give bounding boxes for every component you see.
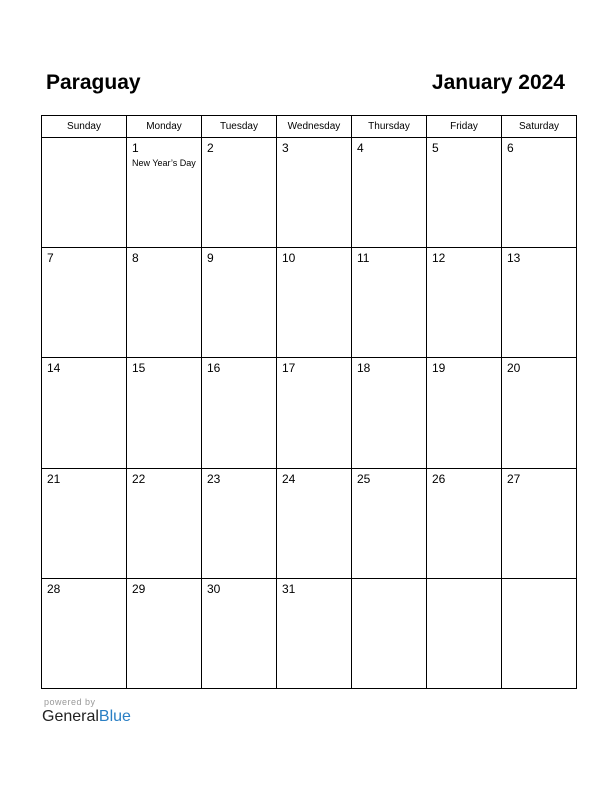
day-cell <box>427 578 502 688</box>
day-cell <box>277 468 352 578</box>
day-number: 1 <box>132 141 139 155</box>
day-cell <box>127 248 202 358</box>
day-number: 7 <box>47 251 54 266</box>
day-cell <box>202 358 277 468</box>
day-number: 6 <box>507 141 514 155</box>
day-cell <box>502 578 577 688</box>
generalblue-logo <box>42 708 131 726</box>
day-number: 29 <box>132 581 146 596</box>
day-number: 25 <box>357 471 371 486</box>
day-cell <box>127 358 202 468</box>
day-cell <box>42 578 127 688</box>
day-cell <box>502 138 577 248</box>
day-cell <box>352 358 427 468</box>
day-number: 19 <box>432 361 446 376</box>
day-cell <box>202 578 277 688</box>
day-number: 5 <box>432 141 439 155</box>
day-number: 8 <box>132 251 139 266</box>
weekday-header: Wednesday <box>277 116 352 138</box>
day-number: 17 <box>282 361 296 376</box>
day-number: 4 <box>357 141 364 155</box>
day-number: 26 <box>432 471 446 486</box>
logo-text-blue: Blue <box>98 708 131 725</box>
day-number: 27 <box>507 471 521 486</box>
calendar-week-row <box>42 578 577 688</box>
powered-by-text: powered by <box>44 697 96 707</box>
day-number: 18 <box>357 361 371 376</box>
day-number: 11 <box>357 251 370 266</box>
day-number: 23 <box>207 471 221 486</box>
day-number: 2 <box>207 141 214 155</box>
day-cell <box>127 578 202 688</box>
day-cell <box>427 248 502 358</box>
day-cell <box>127 138 202 248</box>
weekday-header: Sunday <box>42 116 127 138</box>
calendar-week-row <box>42 138 577 248</box>
day-cell <box>42 138 127 248</box>
weekday-header: Tuesday <box>202 116 277 138</box>
day-number <box>352 579 426 582</box>
day-cell <box>352 578 427 688</box>
day-number: 24 <box>282 471 296 486</box>
weekday-header: Monday <box>127 116 202 138</box>
day-cell <box>277 138 352 248</box>
calendar-week-row <box>42 468 577 578</box>
calendar-country-title: Paraguay <box>46 71 141 94</box>
day-cell <box>502 358 577 468</box>
day-cell <box>42 358 127 468</box>
day-cell <box>277 248 352 358</box>
day-number: 15 <box>132 361 146 376</box>
day-number: 31 <box>282 581 296 596</box>
weekday-header: Saturday <box>502 116 577 138</box>
day-number: 12 <box>432 251 446 266</box>
day-number <box>42 138 126 141</box>
calendar-grid <box>41 115 577 689</box>
day-number: 20 <box>507 361 521 376</box>
day-number <box>427 579 501 582</box>
day-cell <box>202 248 277 358</box>
day-cell <box>42 248 127 358</box>
day-cell <box>127 468 202 578</box>
day-number: 9 <box>207 251 214 266</box>
day-number: 13 <box>507 251 521 266</box>
day-number: 21 <box>47 471 61 486</box>
weekday-header-row <box>42 116 577 138</box>
weekday-header: Friday <box>427 116 502 138</box>
day-cell <box>502 248 577 358</box>
calendar-month-title: January 2024 <box>431 71 565 94</box>
day-number: 30 <box>207 581 221 596</box>
day-cell <box>277 358 352 468</box>
calendar-week-row <box>42 358 577 468</box>
day-cell <box>352 468 427 578</box>
day-number: 16 <box>207 361 221 376</box>
day-number <box>502 579 576 582</box>
day-cell <box>202 468 277 578</box>
day-cell <box>42 468 127 578</box>
weekday-header: Thursday <box>352 116 427 138</box>
day-number: 14 <box>47 361 61 376</box>
day-cell <box>427 138 502 248</box>
day-cell <box>352 248 427 358</box>
day-cell <box>427 468 502 578</box>
holiday-label: New Year’s Day <box>132 158 196 168</box>
day-cell <box>427 358 502 468</box>
logo-text-general: General <box>42 708 99 725</box>
day-number: 10 <box>282 251 296 266</box>
day-number: 22 <box>132 471 146 486</box>
day-cell <box>277 578 352 688</box>
day-cell <box>352 138 427 248</box>
calendar-week-row <box>42 248 577 358</box>
day-cell <box>502 468 577 578</box>
day-cell <box>202 138 277 248</box>
day-number: 3 <box>282 141 289 155</box>
day-number: 28 <box>47 581 61 596</box>
